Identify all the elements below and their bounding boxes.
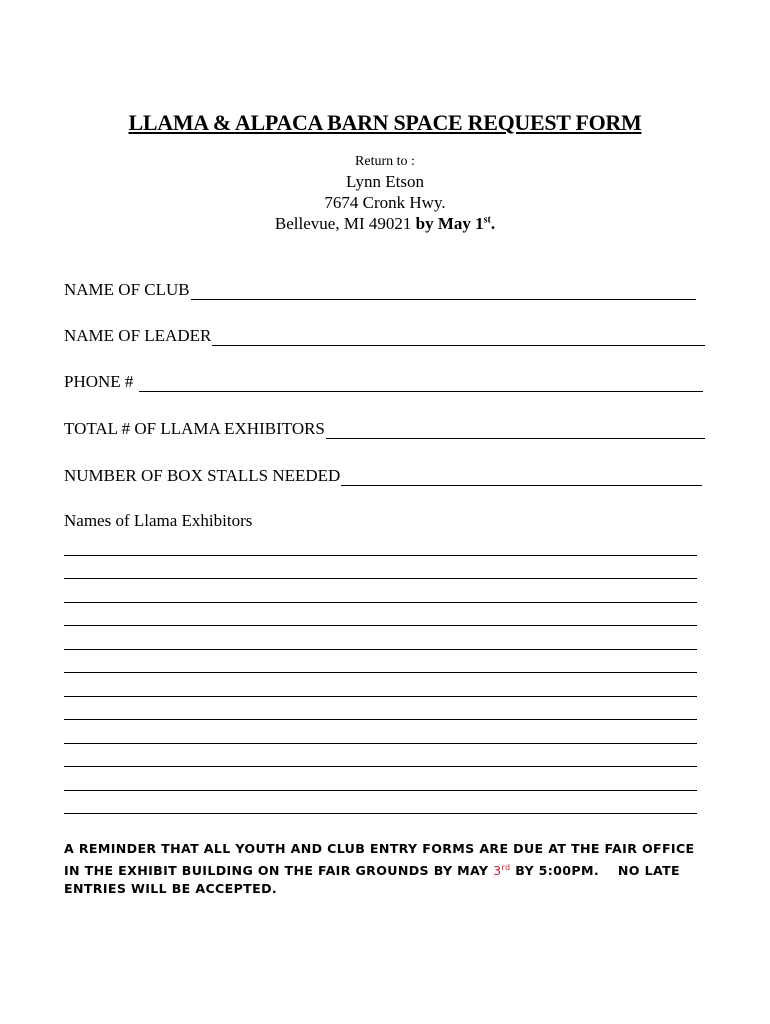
address-city-deadline — [0, 214, 770, 234]
due-date-number: 3rd — [493, 862, 511, 878]
address-city: Bellevue, MI 49021 — [274, 214, 412, 233]
phone-field[interactable] — [64, 372, 703, 392]
deadline: by May 1st. — [415, 214, 496, 233]
total-exhibitors-label: TOTAL # OF LLAMA EXHIBITORS — [64, 419, 325, 438]
exhibitor-name-line[interactable] — [64, 579, 697, 603]
club-name-label: NAME OF CLUB — [64, 280, 190, 299]
phone-input-line[interactable] — [139, 376, 703, 392]
club-name-field[interactable] — [64, 280, 696, 300]
exhibitors-names-label: Names of Llama Exhibitors — [64, 511, 253, 530]
exhibitor-name-line[interactable] — [64, 532, 697, 556]
exhibitor-name-line[interactable] — [64, 673, 697, 697]
leader-name-label: NAME OF LEADER — [64, 326, 212, 345]
reminder-notice: A REMINDER THAT ALL YOUTH AND CLUB ENTRY FORMS ARE DUE AT THE FAIR OFFICE IN THE EXHIBIT BUILDING ON THE FAIR GROUNDS BY MAY 3rd BY 5:00PM. NO LATE ENTRIES WILL BE ACCEPTED. — [64, 841, 695, 897]
exhibitor-name-line[interactable] — [64, 626, 697, 650]
exhibitor-name-lines — [64, 532, 697, 814]
exhibitor-name-line[interactable] — [64, 744, 697, 768]
club-name-input-line[interactable] — [191, 284, 696, 300]
box-stalls-field[interactable] — [64, 466, 702, 486]
form-title: LLAMA & ALPACA BARN SPACE REQUEST FORM — [128, 110, 642, 135]
phone-label: PHONE # — [64, 372, 134, 391]
exhibitor-name-line[interactable] — [64, 650, 697, 674]
address-street: 7674 Cronk Hwy. — [324, 193, 446, 212]
leader-name-field[interactable] — [64, 326, 705, 346]
address-name: Lynn Etson — [346, 172, 424, 191]
box-stalls-input-line[interactable] — [341, 470, 702, 486]
exhibitor-name-line[interactable] — [64, 767, 697, 791]
exhibitor-name-line[interactable] — [64, 697, 697, 721]
total-exhibitors-input-line[interactable] — [326, 423, 705, 439]
exhibitor-name-line[interactable] — [64, 791, 697, 815]
exhibitor-name-line[interactable] — [64, 603, 697, 627]
exhibitor-name-line[interactable] — [64, 556, 697, 580]
box-stalls-label: NUMBER OF BOX STALLS NEEDED — [64, 466, 341, 485]
leader-name-input-line[interactable] — [212, 330, 705, 346]
total-exhibitors-field[interactable] — [64, 419, 705, 439]
return-to-label: Return to : — [355, 154, 415, 169]
exhibitor-name-line[interactable] — [64, 720, 697, 744]
